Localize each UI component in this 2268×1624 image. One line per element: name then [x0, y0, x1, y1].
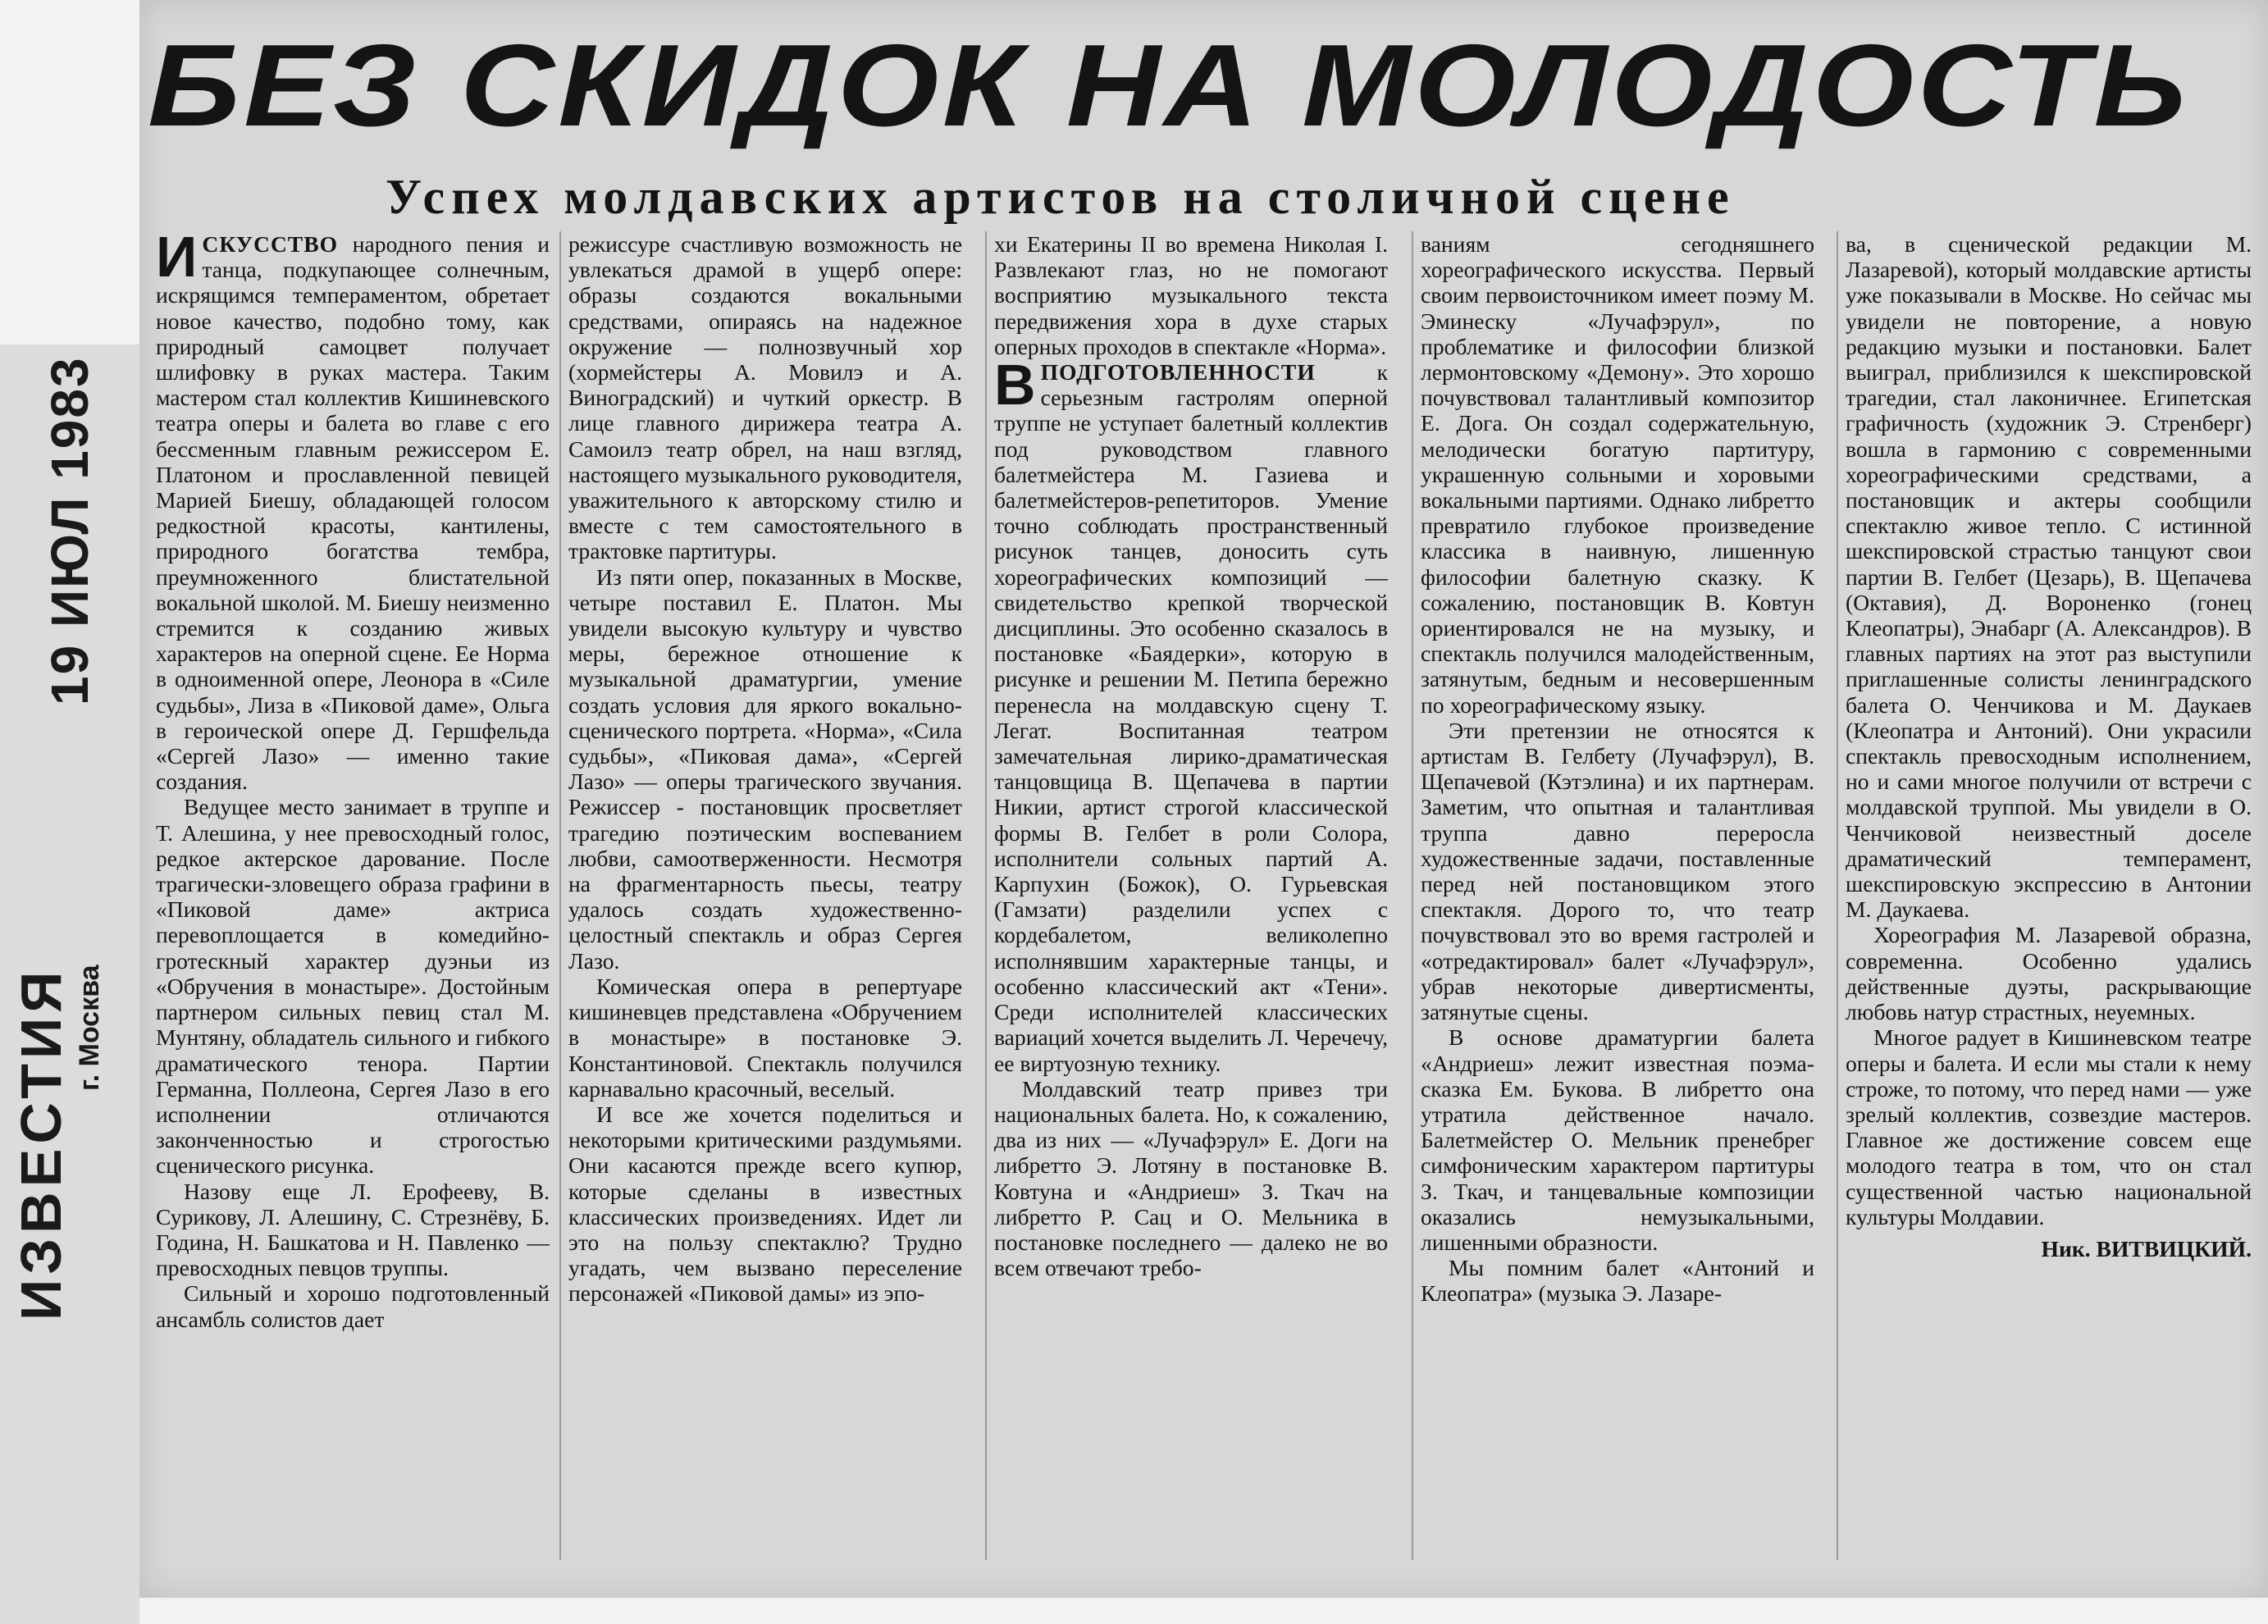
article-paragraph — [568, 1102, 962, 1307]
paragraph-text: ва, в сценической редакции М. Лазаревой), который молдавские артисты уже показывали в Москве. Но сейчас мы увидели не повторение, а новую редакцию музыки и постановки. Балет выиграл, приблизился к шекспировской трагедии, стал лаконичнее. Египетская графичность (художник Э. Стренберг) вошла в гармонию с современными хореографическими средствами, а постановщик и актеры сообщили спектаклю живое тепло. С истинной шекспировской страстью танцуют свои партии В. Гелбет (Цезарь), В. Щепачева (Октавия), Д. Вороненко (гонец Клеопатры), Энабарг (А. Александров). В главных партиях на этот раз выступили приглашенные солисты ленинградского балета О. Ченчикова и М. Даукаев (Клеопатра и Антоний). Они украсили спектакль превосходным исполнением, но и сами многое получили от встречи с молдавской труппой. Мы увидели в О. Ченчиковой неизвестный доселе драматический темперамент, шекспировскую экспрессию в Антонии М. Даукаева. — [1846, 231, 2252, 923]
paragraph-text: к серьезным гастролям оперной труппе не уступает балетный коллектив под руководством главного балетмейстера М. Газиева и балетмейстеров-репетиторов. Умение точно соблюдать пространственный рисунок танцев, доносить суть хореографических композиций — свидетельство крепкой творческой дисциплины. Это особенно сказалось в постановке «Баядерки», которую в рисунке и решении М. Петипа бережно перенесла на молдавскую сцену Т. Легат. Воспитанная театром замечательная лирико-драматическая танцовщица В. Щепачева в партии Никии, артист строгой классической формы В. Гелбет в роли Солора, исполнители сольных партий А. Карпухин (Божок), О. Гурьевская (Гамзати) разделили успех с кордебалетом, великолепно исполнявшим характерные танцы, и особенно классический акт «Тени». Среди исполнителей классических вариаций хочется выделить Л. Черечечу, ее виртуозную технику. — [994, 359, 1388, 1076]
article-column-5 — [1846, 231, 2252, 1576]
article-paragraph — [1421, 1024, 1814, 1255]
paragraph-text: Комическая опера в репертуаре кишиневцев представлена «Обручением в монастыре» в постановке Э. Константиновой. Спектакль получился карнавально красочный, веселый. — [568, 973, 962, 1102]
article-column-2 — [568, 231, 962, 1576]
headline: БЕЗ СКИДОК НА МОЛОДОСТЬ — [148, 21, 2190, 151]
article-paragraph — [994, 1076, 1388, 1281]
article-paragraph — [156, 1179, 550, 1281]
newspaper-name-stamp: ИЗВЕСТИЯ — [9, 966, 73, 1321]
paragraph-text: И все же хочется поделиться и некоторыми критическими раздумьями. Они касаются прежде всего купюр, которые сделаны в известных классических произведениях. Идет ли это на пользу спектаклю? Трудно угадать, чем вызвано переселение персонажей «Пиковой дамы» из эпо- — [568, 1101, 962, 1307]
subheadline: Успех молдавских артистов на столичной сцене — [386, 170, 1736, 224]
article-paragraph — [568, 974, 962, 1102]
article-column-1 — [156, 231, 550, 1576]
paragraph-text: Из пяти опер, показанных в Москве, четыре поставил Е. Платон. Мы увидели высокую культуру и чувство меры, бережное отношение к музыкальной драматургии, умение создать условия для яркого вокально-сценического портрета. «Норма», «Сила судьбы», «Пиковая дама», «Сергей Лазо» — оперы трагического звучания. Режиссер - постановщик просветляет трагедию поэтическим воспеванием любви, самоотверженности. Несмотря на фрагментарность пьесы, театру удалось создать художественно-целостный спектакль и образ Сергея Лазо. — [568, 563, 962, 974]
paragraph-text: Многое радует в Кишиневском театре оперы и балета. И если мы стали к нему строже, то потому, что перед нами — уже зрелый коллектив, созвездие мастеров. Главное же достижение совсем еще молодого театра в том, что он стал существенной частью национальной культуры Молдавии. — [1846, 1024, 2252, 1229]
paragraph-text: Молдавский театр привез три национальных балета. Но, к сожалению, два из них — «Лучафэрул» Е. Доги на либретто Э. Лотяну в постановке В. Ковтуна и «Андриеш» З. Ткач на либретто Р. Сац и О. Мельника в постановке последнего — далеко не во всем отвечают требо- — [994, 1075, 1388, 1281]
drop-cap: В — [994, 353, 1036, 417]
article-column-4 — [1421, 231, 1814, 1576]
paragraph-text: Сильный и хорошо подготовленный ансамбль солистов дает — [156, 1280, 550, 1332]
article-paragraph — [156, 1280, 550, 1331]
article-paragraph — [156, 231, 550, 794]
paragraph-text: народного пения и танца, подкупающее солнечным, искрящимся темпераментом, обретает новое качество, подобно тому, как природный самоцвет получает шлифовку в руках мастера. Таким мастером стал коллектив Кишиневского театра оперы и балета во главе с его бессменным главным режиссером Е. Платоном и прославленной певицей Марией Биешу, обладающей голосом редкостной красоты, кантилены, природного богатства тембра, преумноженного блистательной вокальной школой. М. Биешу неизменно стремится к созданию живых характеров на оперной сцене. Ее Норма в одноименной опере, Леонора в «Силе судьбы», Лиза в «Пиковой даме», Ольга в героической опере Д. Гершфельда «Сергей Лазо» — именно такие создания. — [156, 231, 550, 795]
paragraph-text: Мы помним балет «Антоний и Клеопатра» (музыка Э. Лазаре- — [1421, 1255, 1814, 1307]
article-paragraph — [1421, 718, 1814, 1024]
column-rule — [985, 231, 987, 1560]
article-paragraph — [1846, 1024, 2252, 1229]
column-rule — [1412, 231, 1413, 1560]
article-paragraph — [1421, 1255, 1814, 1306]
archive-date-stamp: 19 ИЮЛ 1983 — [40, 356, 99, 705]
paragraph-text: Ведущее место занимает в труппе и Т. Алешина, у нее превосходный голос, редкое актерское дарование. После трагически-зловещего образа графини в «Пиковой даме» актриса перевоплощается в комедийно-гротескный характер дуэньи из «Обручения в монастыре». Достойным партнером сильных певиц стал М. Мунтяну, обладатель сильного и гибкого драматического тенора. Партии Германна, Поллеона, Сергея Лазо в его исполнении отличаются законченностью и строгостью сценического рисунка. — [156, 794, 550, 1179]
article-paragraph — [994, 231, 1388, 359]
column-rule — [559, 231, 561, 1560]
article-paragraph — [994, 353, 1388, 1076]
lead-in-text: ПОДГОТОВЛЕННОСТИ — [1040, 359, 1316, 385]
author-signature: Ник. ВИТВИЦКИЙ. — [2041, 1235, 2252, 1261]
paragraph-text: В основе драматургии балета «Андриеш» лежит известная поэма-сказка Ем. Букова. В либретто она утратила действенное начало. Балетмейстер О. Мельник пренебрег симфоническим характером партитуры З. Ткач, и танцевальные композиции оказались немузыкальными, лишенными образности. — [1421, 1024, 1814, 1255]
article-paragraph — [568, 564, 962, 974]
paragraph-text: Хореография М. Лазаревой образна, современна. Особенно удались действенные дуэты, раскрывающие любовь натур страстных, неуемных. — [1846, 922, 2252, 1025]
paragraph-text: Эти претензии не относятся к артистам В. Гелбету (Лучафэрул), В. Щепачевой (Кэтэлина) и их партнерам. Заметим, что опытная и талантливая труппа давно переросла художественные задачи, поставленные перед ней постановщиком этого спектакля. Дорого то, что театр почувствовал это во время гастролей и «отредактировал» балет «Лучафэрул», убрав некоторые дивертисменты, затянутые сцены. — [1421, 717, 1814, 1025]
paragraph-text: хи Екатерины II во времена Николая I. Развлекают глаз, но не помогают восприятию музыкального текста передвижения хора в духе старых оперных проходов в спектакле «Норма». — [994, 231, 1388, 359]
paragraph-text: ваниям сегодняшнего хореографического искусства. Первый своим первоисточником имеет поэму М. Эминеску «Лучафэрул», по проблематике и философии близкой лермонтовскому «Демону». Это хорошо почувствовал талантливый композитор Е. Дога. Он создал содержательную, мелодически богатую партитуру, украшенную сольными и хоровыми вокальными партиями. Однако либретто превратило глубокое произведение классика в наивную, лишенную философии балетную сказку. К сожалению, постановщик В. Ковтун ориентировался не на музыку, и спектакль получился малодейственным, затянутым, бедным и несовершенным по хореографическому языку. — [1421, 231, 1814, 718]
city-stamp: г. Москва — [74, 965, 105, 1091]
article-column-3 — [994, 231, 1388, 1576]
lead-in-text: СКУССТВО — [202, 231, 339, 257]
drop-cap: И — [156, 231, 198, 289]
article-paragraph — [568, 231, 962, 564]
paragraph-text: Назову еще Л. Ерофееву, В. Сурикову, Л. Алешину, С. Стрезнёву, Б. Година, Н. Башкатова и Н. Павленко — превосходных певцов труппы. — [156, 1178, 550, 1281]
article-paragraph — [156, 794, 550, 1178]
article-paragraph — [1421, 231, 1814, 718]
column-rule — [1837, 231, 1838, 1560]
paragraph-text: режиссуре счастливую возможность не увлекаться драмой в ущерб опере: образы создаются вокальными средствами, опираясь на надежное окружение — полнозвучный хор (хормейстеры А. Мовилэ и А. Виноградский) и чуткий оркестр. В лице главного дирижера театра А. Самоилэ театр обрел, на наш взгляд, настоящего музыкального руководителя, уважительного к авторскому стилю и вместе с тем самостоятельного в трактовке партитуры. — [568, 231, 962, 564]
article-paragraph — [1846, 922, 2252, 1024]
article-paragraph — [1846, 231, 2252, 922]
